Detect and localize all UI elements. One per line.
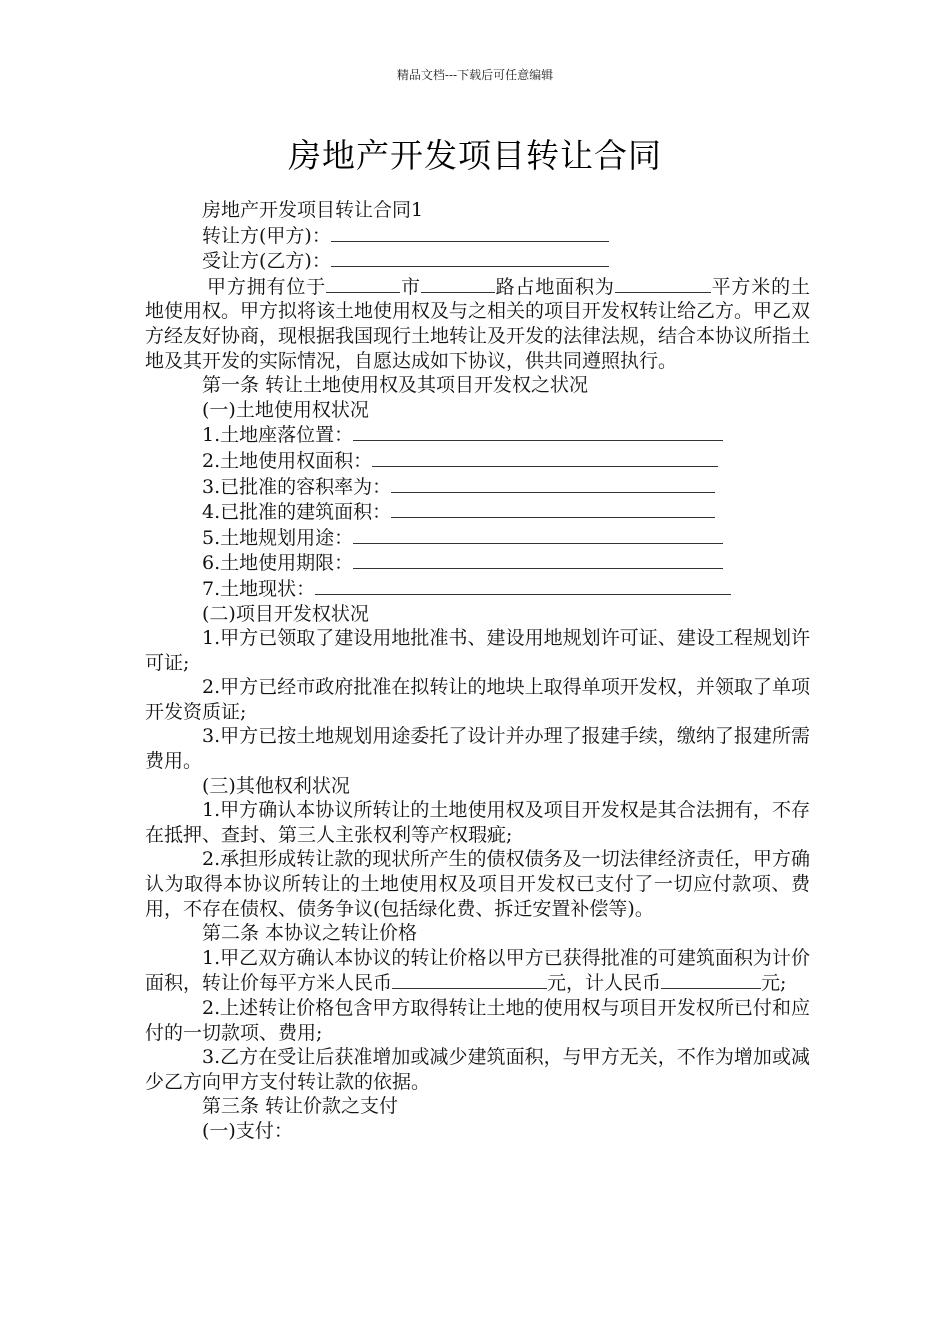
transferor-blank — [331, 223, 609, 242]
land-field-far: 3.已批准的容积率为： — [145, 474, 810, 500]
sec3-item-2: 2.承担形成转让款的现状所产生的债权债务及一切法律经济责任，甲方确认为取得本协议所转让的土地使用权及项目开发权已支付了一切应付款项、费用，不存在债权、债务争议(包括绿化费、拆迁安置补偿等)。 — [145, 848, 810, 920]
transferor-line — [145, 223, 810, 249]
article3-sec1: (一)支付： — [202, 1119, 293, 1142]
land-field-term: 6.土地使用期限： — [145, 550, 810, 576]
article3-heading: 第三条 转让价款之支付 — [202, 1095, 399, 1118]
land-field-status: 7.土地现状： — [145, 576, 810, 602]
article1-sec1: (一)土地使用权状况 — [202, 398, 369, 421]
article1-sec2: (二)项目开发权状况 — [202, 602, 369, 625]
article1-heading: 第一条 转让土地使用权及其项目开发权之状况 — [202, 374, 589, 397]
road-blank — [421, 274, 495, 293]
intro-paragraph: 甲方拥有位于 市 路占地面积为 平方米的土地使用权。甲方拟将该土地使用权及与之相关的项目开发权转让给乙方。甲乙双方经友好协商，现根据我国现行土地转让及开发的法律法规，结合本协议所指土地及其开发的实际情况，自愿达成如下协议，供共同遵照执行。 — [145, 275, 811, 372]
page-header: 精品文档---下载后可任意编辑 — [396, 68, 554, 82]
land-field-location: 1.土地座落位置： — [145, 422, 810, 448]
sec3-item-1: 1.甲方确认本协议所转让的土地使用权及项目开发权是其合法拥有，不存在抵押、查封、第三人主张权利等产权瑕疵; — [145, 799, 810, 846]
article2-item-1: 1.甲乙双方确认本协议的转让价格以甲方已获得批准的可建筑面积为计价面积，转让价每平方米人民币 元，计人民币 元; — [145, 946, 810, 995]
land-field-use: 5.土地规划用途： — [145, 525, 810, 551]
document-body — [145, 198, 810, 1144]
total-price-blank — [661, 970, 761, 989]
article2-item-3: 3.乙方在受让后获准增加或减少建筑面积，与甲方无关，不作为增加或减少乙方向甲方支付转让款的依据。 — [145, 1046, 810, 1093]
article2-item-2: 2.上述转让价格包含甲方取得转让土地的使用权与项目开发权所已付和应付的一切款项、费用; — [145, 997, 810, 1044]
transferee-label: 受让方(乙方)： — [202, 250, 331, 273]
article1-sec3: (三)其他权利状况 — [202, 774, 350, 797]
transferor-label: 转让方(甲方)： — [202, 224, 331, 247]
sec2-item-1: 1.甲方已领取了建设用地批准书、建设用地规划许可证、建设工程规划许可证; — [145, 627, 810, 674]
transferee-line — [145, 248, 810, 274]
area-blank — [615, 274, 711, 293]
land-field-building-area: 4.已批准的建筑面积： — [145, 499, 810, 525]
sec2-item-2: 2.甲方已经市政府批准在拟转让的地块上取得单项开发权，并领取了单项开发资质证; — [145, 676, 810, 723]
transferee-blank — [331, 248, 609, 267]
doc-subtitle: 房地产开发项目转让合同1 — [202, 199, 424, 221]
city-blank — [326, 274, 400, 293]
price-per-sqm-blank — [392, 970, 547, 989]
land-field-area: 2.土地使用权面积： — [145, 448, 810, 474]
document-title: 房地产开发项目转让合同 — [288, 136, 662, 175]
sec2-item-3: 3.甲方已按土地规划用途委托了设计并办理了报建手续，缴纳了报建所需费用。 — [145, 725, 810, 773]
article2-heading: 第二条 本协议之转让价格 — [202, 922, 418, 945]
